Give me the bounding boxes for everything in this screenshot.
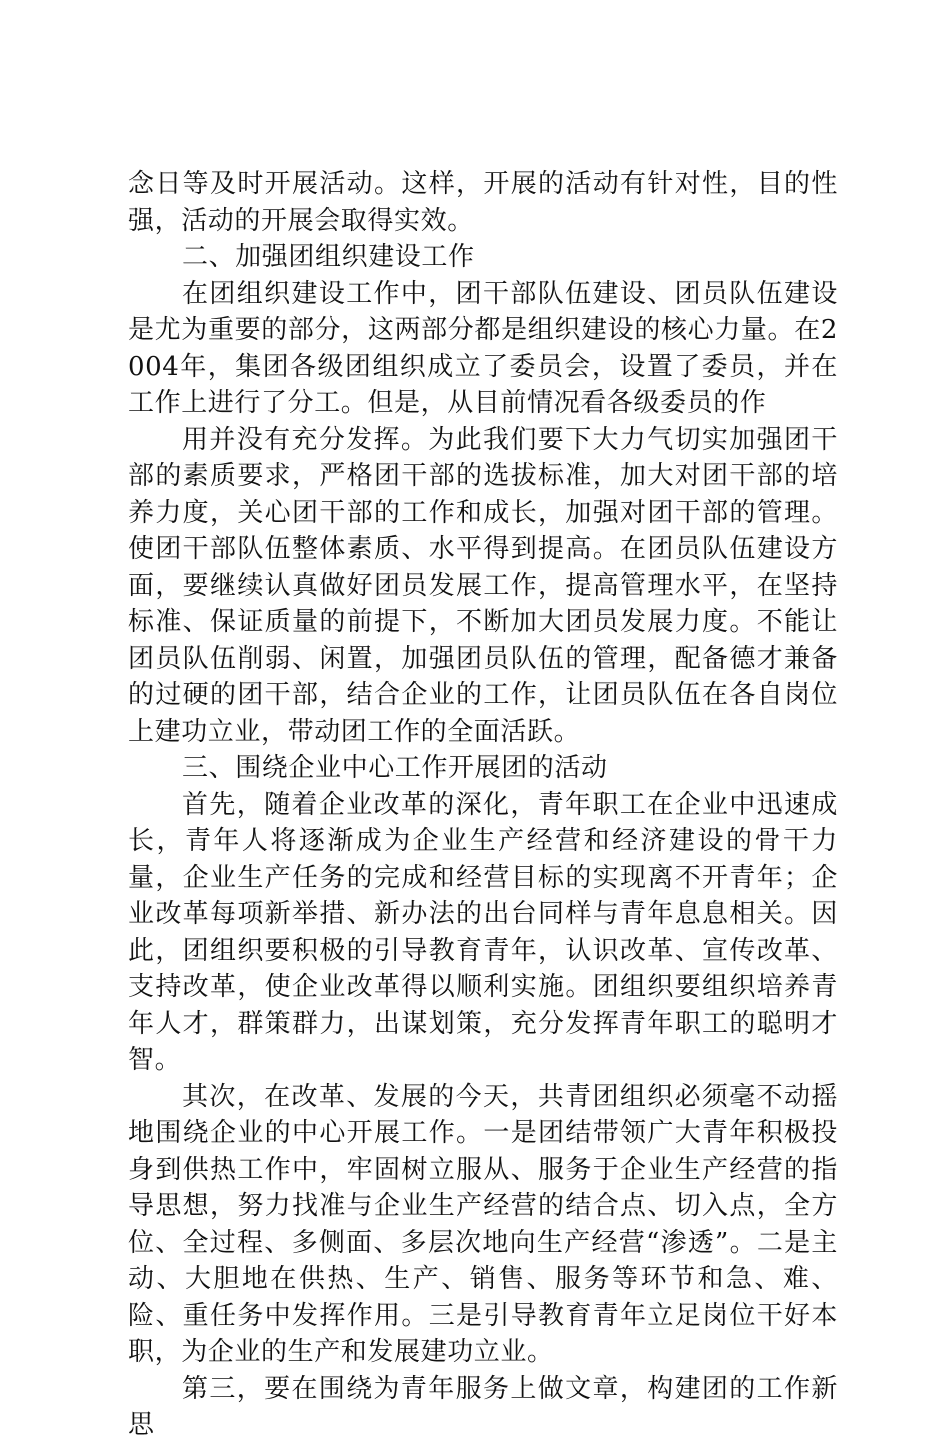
paragraph: 第三，要在围绕为青年服务上做文章，构建团的工作新思: [128, 1373, 838, 1440]
section-heading-3: 三、围绕企业中心工作开展团的活动: [182, 753, 608, 783]
paragraph: 用并没有充分发挥。为此我们要下大力气切实加强团干部的素质要求，严格团干部的选拔标准，加大对团干部的培养力度，关心团干部的工作和成长，加强对团干部的管理。使团干部队伍整体素质、水平得到提高。在团员队伍建设方面，要继续认真做好团员发展工作，提高管理水平，在坚持标准、保证质量的前提下，不断加大团员发展力度。不能让团员队伍削弱、闲置，加强团员队伍的管理，配备德才兼备的过硬的团干部，结合企业的工作，让团员队伍在各自岗位上建功立业，带动团工作的全面活跃。: [128, 424, 838, 747]
section-heading-2: 二、加强团组织建设工作: [182, 242, 475, 272]
paragraph: 首先，随着企业改革的深化，青年职工在企业中迅速成长，青年人将逐渐成为企业生产经营和经济建设的骨干力量，企业生产任务的完成和经营目标的实现离不开青年；企业改革每项新举措、新办法的出台同样与青年息息相关。因此，团组织要积极的引导教育青年，认识改革、宣传改革、支持改革，使企业改革得以顺利实施。团组织要组织培养青年人才，群策群力，出谋划策，充分发挥青年职工的聪明才智。: [128, 789, 838, 1075]
paragraph: 其次，在改革、发展的今天，共青团组织必须毫不动摇地围绕企业的中心开展工作。一是团结带领广大青年积极投身到供热工作中，牢固树立服从、服务于企业生产经营的指导思想，努力找准与企业生产经营的结合点、切入点，全方位、全过程、多侧面、多层次地向生产经营“渗透”。二是主动、大胆地在供热、生产、销售、服务等环节和急、难、险、重任务中发挥作用。三是引导教育青年立足岗位干好本职，为企业的生产和发展建功立业。: [128, 1081, 838, 1367]
document-body: [128, 166, 838, 1444]
paragraph-continuation: 念日等及时开展活动。这样，开展的活动有针对性，目的性强，活动的开展会取得实效。: [128, 169, 838, 236]
paragraph: 在团组织建设工作中，团干部队伍建设、团员队伍建设是尤为重要的部分，这两部分都是组织建设的核心力量。在2004年，集团各级团组织成立了委员会，设置了委员，并在工作上进行了分工。但是，从目前情况看各级委员的作: [128, 278, 838, 418]
